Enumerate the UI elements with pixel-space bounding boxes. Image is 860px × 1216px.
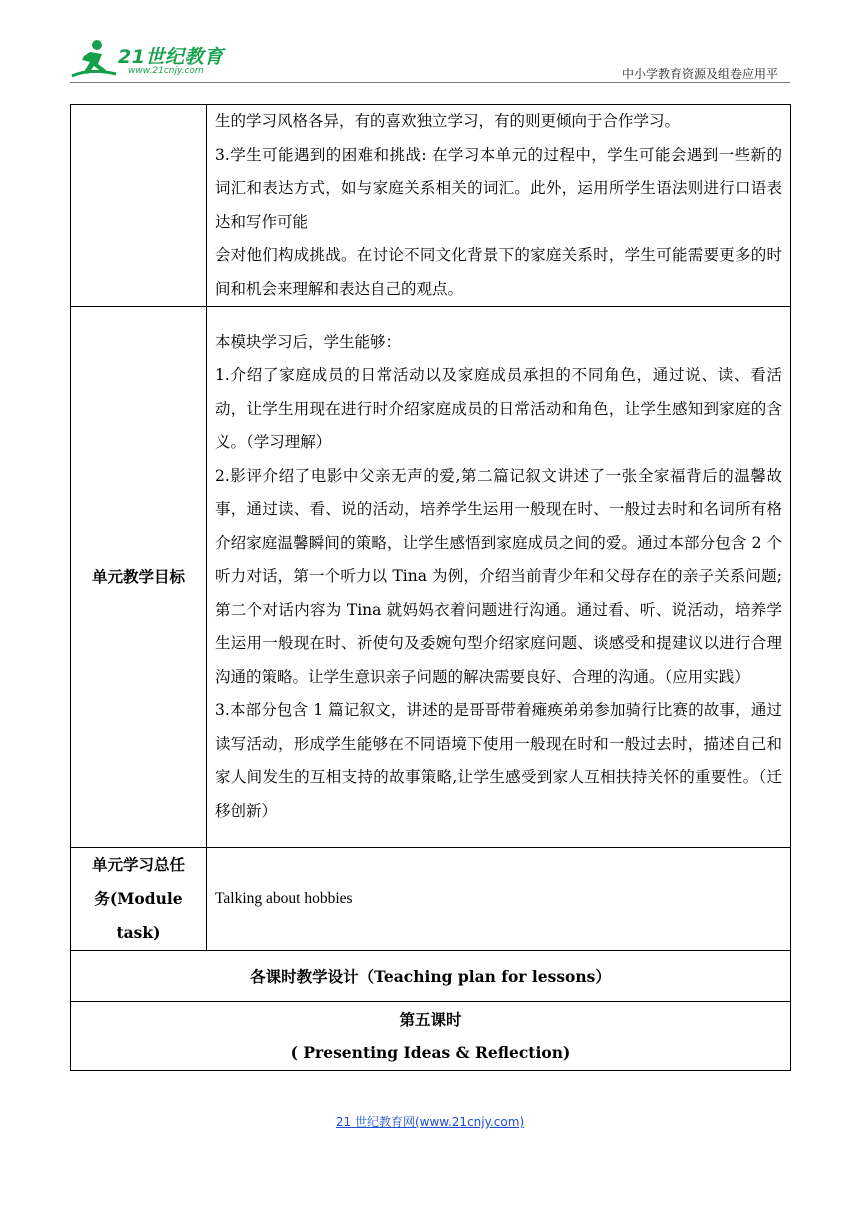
site-name: 中小学教育资源及组卷应用平 xyxy=(621,67,778,81)
module-task-value: Talking about hobbies xyxy=(207,848,791,951)
lesson-title-cell xyxy=(71,1002,791,1071)
logo xyxy=(70,36,270,82)
objectives-row xyxy=(71,307,791,848)
module-task-label xyxy=(71,848,207,951)
analysis-paragraph: 会对他们构成挑战。在讨论不同文化背景下的家庭关系时，学生可能需要更多的时间和机会来理解和表达自己的观点。 xyxy=(215,246,782,298)
lesson-title-row xyxy=(71,1002,791,1071)
header-divider xyxy=(70,82,790,83)
logo-text: 21世纪教育 xyxy=(118,46,224,68)
analysis-label-cell xyxy=(71,105,207,307)
lesson-subtitle: ( Presenting Ideas & Reflection) xyxy=(290,1043,571,1062)
objective-paragraph: 1.介绍了家庭成员的日常活动以及家庭成员承担的不同角色，通过说、读、看活动，让学生用现在进行时介绍家庭成员的日常活动和角色，让学生感知到家庭的含义。（学习理解） xyxy=(215,366,782,452)
objectives-label: 单元教学目标 xyxy=(71,307,207,848)
logo-url: www.21cnjy.com xyxy=(128,66,204,76)
lessons-heading-row xyxy=(71,951,791,1002)
runner-logo-icon xyxy=(70,38,118,82)
module-task-row xyxy=(71,848,791,951)
module-task-label-line: 单元学习总任 xyxy=(91,855,185,874)
lessons-heading: 各课时教学设计（Teaching plan for lessons） xyxy=(71,951,791,1002)
objective-paragraph: 3.本部分包含 1 篇记叙文，讲述的是哥哥带着瘫痪弟弟参加骑行比赛的故事，通过读写活动，形成学生能够在不同语境下使用一般现在时和一般过去时，描述自己和家人间发生的互相支持的故事策略,让学生感受到家人互相扶持关怀的重要性。（迁移创新） xyxy=(215,701,782,820)
objectives-content-cell xyxy=(207,307,791,848)
analysis-paragraph: 生的学习风格各异，有的喜欢独立学习，有的则更倾向于合作学习。 xyxy=(215,112,681,130)
footer-link[interactable]: 21 世纪教育网(www.21cnjy.com) xyxy=(335,1115,525,1129)
analysis-content-cell xyxy=(207,105,791,307)
analysis-continued-row xyxy=(71,105,791,307)
module-task-label-line: task) xyxy=(116,923,161,942)
module-task-label-line: 务(Module xyxy=(94,889,183,908)
analysis-paragraph: 3.学生可能遇到的困难和挑战: 在学习本单元的过程中，学生可能会遇到一些新的词汇和表达方式，如与家庭关系相关的词汇。此外，运用所学生语法则进行口语表达和写作可能 xyxy=(215,145,782,231)
lesson-plan-table xyxy=(70,104,791,1071)
lesson-title: 第五课时 xyxy=(399,1010,462,1029)
objective-paragraph: 2.影评介绍了电影中父亲无声的爱,第二篇记叙文讲述了一张全家福背后的温馨故事，通过读、看、说的活动，培养学生运用一般现在时、一般过去时和名词所有格介绍家庭温馨瞬间的策略，让学生感悟到家庭成员之间的爱。通过本部分包含 2 个听力对话，第一个听力以 Tina 为例，介绍当前青少年和父母存在的亲子关系问题;第二个对话内容为 Tina 就妈妈衣着问题进行沟通。通过看、听、说活动，培养学生运用一般现在时、祈使句及委婉句型介绍家庭问题、谈感受和提建议以进行合理沟通的策略。让学生意识亲子问题的解决需要良好、合理的沟通。（应用实践） xyxy=(215,466,782,686)
page-header xyxy=(70,36,790,84)
objective-paragraph: 本模块学习后，学生能够： xyxy=(215,332,402,351)
